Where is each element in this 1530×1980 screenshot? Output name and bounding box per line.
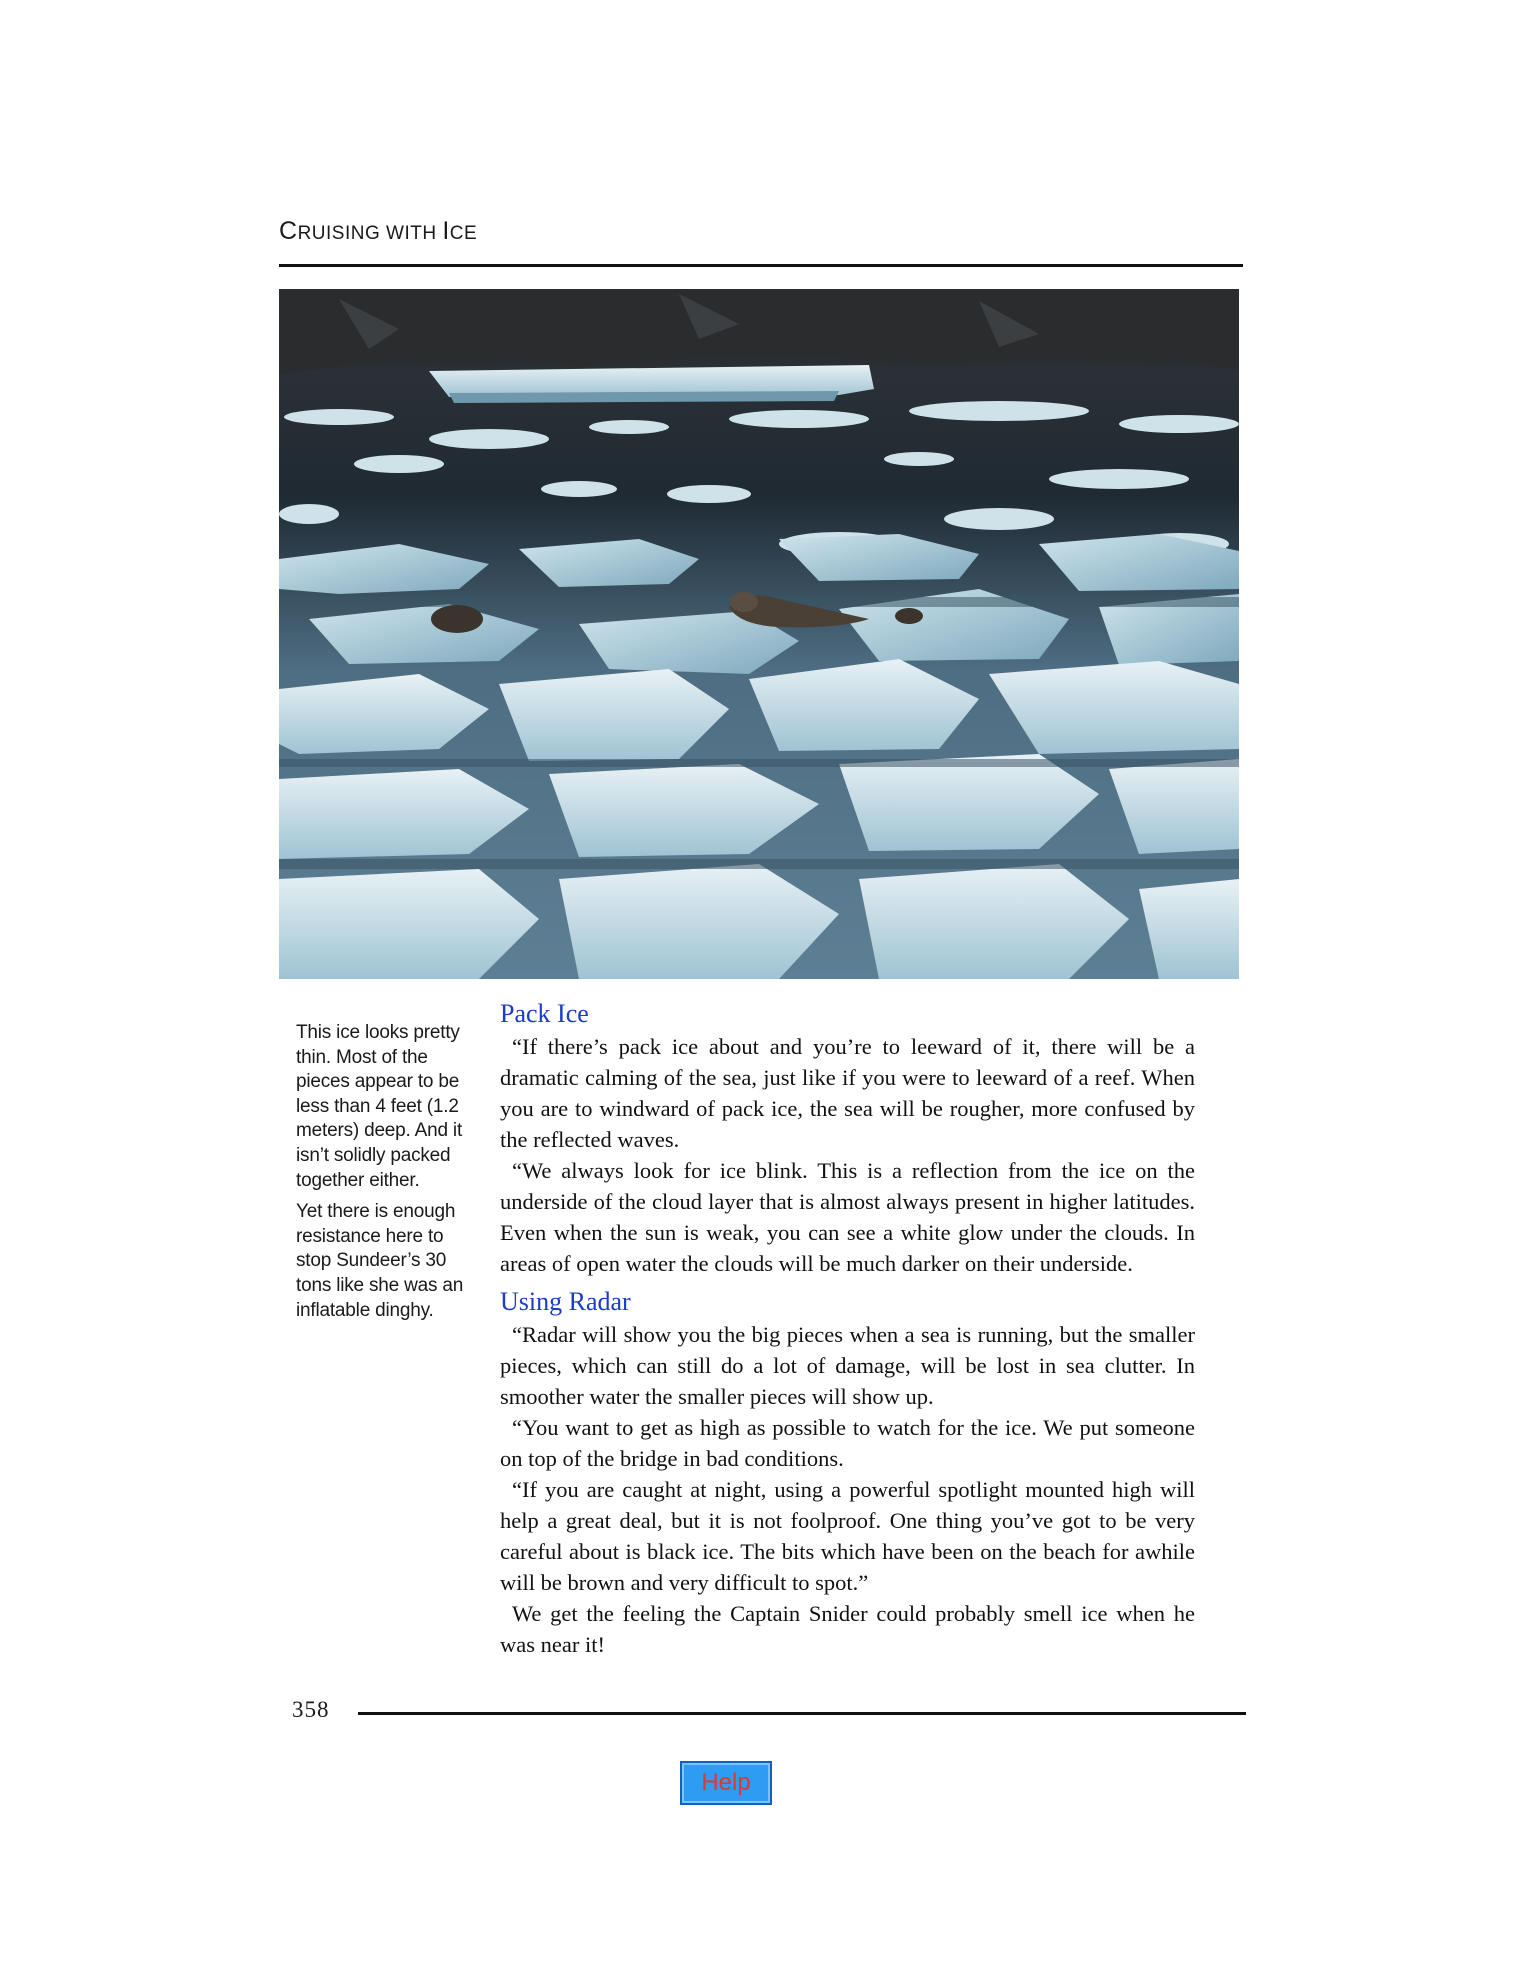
body-paragraph: We get the feeling the Captain Snider could probably smell ice when he was near it! xyxy=(500,1601,1195,1657)
help-button[interactable]: Help xyxy=(680,1761,772,1805)
pack-ice-photo-image xyxy=(279,289,1239,979)
body-paragraph: “Radar will show you the big pieces when a sea is running, but the smaller pieces, which can still do a lot of damage, will be lost in sea clutter. In smoother water the smaller pieces will show up. xyxy=(500,1322,1195,1409)
running-head-initial-1: C xyxy=(279,217,298,245)
main-text xyxy=(500,997,1195,1660)
running-head-initial-2: I xyxy=(442,217,450,245)
running-head-text-2: CE xyxy=(449,223,478,244)
running-head xyxy=(279,217,477,246)
section-heading-using-radar: Using Radar xyxy=(500,1287,631,1316)
body-paragraph: “You want to get as high as possible to watch for the ice. We put someone on top of the bridge in bad conditions. xyxy=(500,1415,1195,1471)
section-heading-pack-ice: Pack Ice xyxy=(500,999,589,1028)
caption-paragraph: This ice looks pretty thin. Most of the pieces appear to be less than 4 feet (1.2 meters) deep. And it isn’t solidly packed together either. xyxy=(296,1022,463,1191)
caption-paragraph: Yet there is enough resistance here to stop Sundeer’s 30 tons like she was an inflatable dinghy. xyxy=(296,1201,464,1321)
pack-ice-photo xyxy=(279,289,1239,979)
running-head-text-1: RUISING WITH xyxy=(297,223,443,244)
photo-caption xyxy=(296,1021,471,1330)
body-paragraph: “We always look for ice blink. This is a reflection from the ice on the underside of the cloud layer that is almost always present in higher latitudes. Even when the sun is weak, you can see a white glow under the clouds. In areas of open water the clouds will be much darker on their underside. xyxy=(500,1158,1195,1276)
page-number: 358 xyxy=(292,1697,330,1722)
body-paragraph: “If there’s pack ice about and you’re to leeward of it, there will be a dramatic calming of the sea, just like if you were to leeward of a reef. When you are to windward of pack ice, the sea will be rougher, more confused by the reflected waves. xyxy=(500,1034,1195,1152)
header-rule xyxy=(279,264,1243,267)
footer-rule xyxy=(358,1712,1246,1715)
body-paragraph: “If you are caught at night, using a powerful spotlight mounted high will help a great deal, but it is not foolproof. One thing you’ve got to be very careful about is black ice. The bits which have been on the beach for awhile will be brown and very difficult to spot.” xyxy=(500,1477,1195,1595)
